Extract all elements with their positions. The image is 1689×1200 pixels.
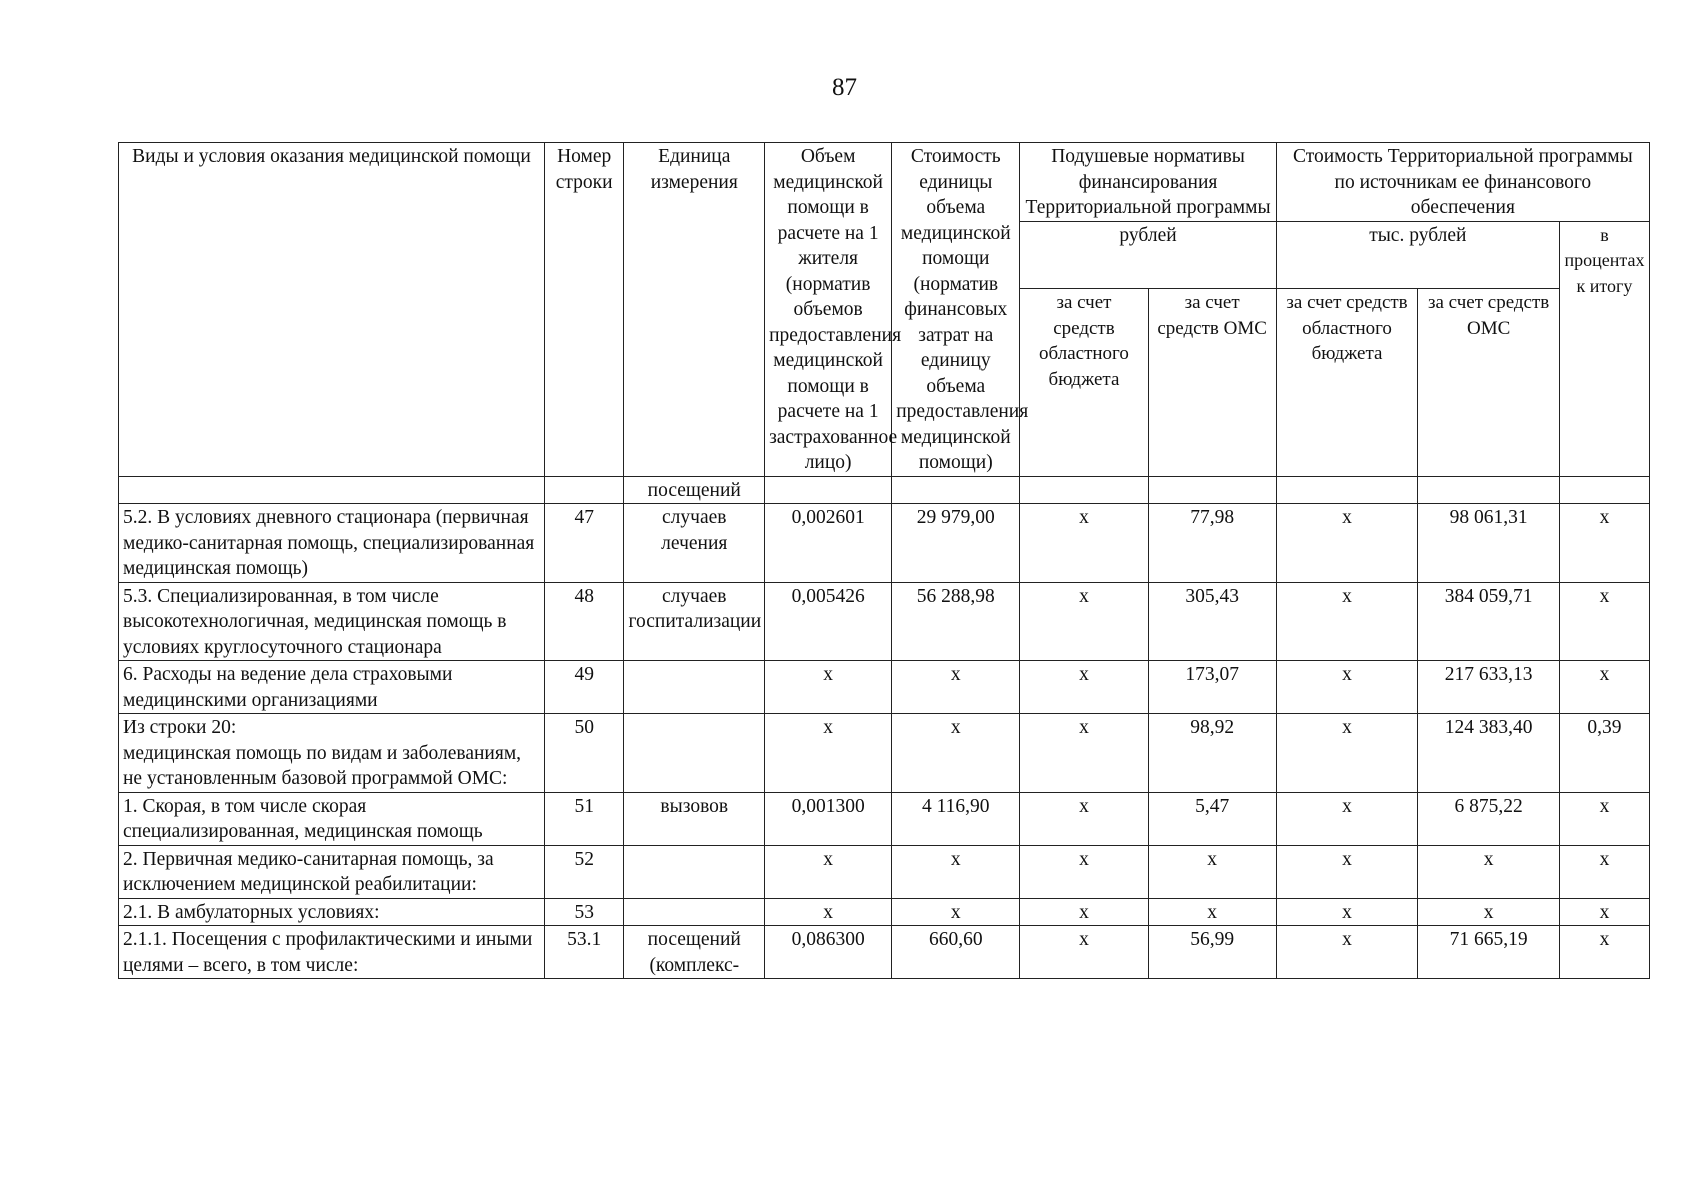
cell-volume: х — [765, 714, 892, 793]
cell-pc-budget: х — [1020, 504, 1148, 583]
cell-cost: 29 979,00 — [892, 504, 1020, 583]
table-row — [119, 661, 1650, 714]
cell-unit — [624, 898, 765, 926]
header-volume: Объем медицинской помощи в расчете на 1 жителя (норматив объемов предоставления медицинской помощи в расчете на 1 застрахованное лицо) — [765, 143, 892, 477]
table-header — [119, 143, 1650, 477]
table-row — [119, 504, 1650, 583]
page-number: 87 — [832, 74, 857, 101]
cell-volume: 0,005426 — [765, 582, 892, 661]
cell-volume: 0,086300 — [765, 926, 892, 979]
table-body — [119, 476, 1650, 979]
cell-row-number: 53.1 — [544, 926, 624, 979]
header-percapita-group: Подушевые нормативы финансирования Территориальной программы — [1020, 143, 1276, 222]
cell-percent: х — [1559, 582, 1649, 661]
cell-name: 1. Скорая, в том числе скорая специализированная, медицинская помощь — [119, 792, 545, 845]
cell-t-budget: х — [1276, 714, 1418, 793]
cell-t-budget: х — [1276, 792, 1418, 845]
cell-pc-oms: 77,98 — [1148, 504, 1276, 583]
cell-pc-oms: х — [1148, 898, 1276, 926]
cell-pc-budget: х — [1020, 845, 1148, 898]
cell-percent: х — [1559, 792, 1649, 845]
cell-pc-oms: 98,92 — [1148, 714, 1276, 793]
cell-percent: х — [1559, 926, 1649, 979]
table-row — [119, 792, 1650, 845]
cell-pc-budget — [1020, 476, 1148, 504]
cell-volume — [765, 476, 892, 504]
financing-table — [118, 142, 1650, 979]
cell-volume: х — [765, 845, 892, 898]
cell-row-number: 52 — [544, 845, 624, 898]
cell-t-oms: 217 633,13 — [1418, 661, 1560, 714]
header-pc-budget: за счет средств областного бюджета — [1020, 289, 1148, 476]
header-t-budget: за счет средств областного бюджета — [1276, 289, 1418, 476]
cell-percent: х — [1559, 504, 1649, 583]
table-row — [119, 926, 1650, 979]
header-row-number: Номер строки — [544, 143, 624, 477]
cell-percent — [1559, 476, 1649, 504]
cell-unit: вызовов — [624, 792, 765, 845]
cell-t-budget: х — [1276, 504, 1418, 583]
cell-row-number: 49 — [544, 661, 624, 714]
cell-row-number: 48 — [544, 582, 624, 661]
cell-percent: х — [1559, 661, 1649, 714]
header-t-oms: за счет средств ОМС — [1418, 289, 1560, 476]
cell-volume: х — [765, 898, 892, 926]
cell-unit — [624, 661, 765, 714]
header-pc-oms: за счет средств ОМС — [1148, 289, 1276, 476]
cell-cost: 4 116,90 — [892, 792, 1020, 845]
cell-name: 5.2. В условиях дневного стационара (первичная медико-санитарная помощь, специализированная медицинская помощь) — [119, 504, 545, 583]
cell-t-budget: х — [1276, 661, 1418, 714]
header-percent-top: в — [1600, 224, 1609, 245]
cell-pc-oms: 305,43 — [1148, 582, 1276, 661]
header-percapita-unit: рублей — [1020, 221, 1276, 289]
header-unit: Единица измерения — [624, 143, 765, 477]
cell-t-oms: х — [1418, 898, 1560, 926]
cell-cost: х — [892, 845, 1020, 898]
cell-t-oms: 6 875,22 — [1418, 792, 1560, 845]
cell-t-oms: 71 665,19 — [1418, 926, 1560, 979]
table-row — [119, 898, 1650, 926]
cell-row-number: 47 — [544, 504, 624, 583]
cell-unit: посещений — [624, 476, 765, 504]
cell-unit: посещений (комплекс- — [624, 926, 765, 979]
cell-t-oms: 384 059,71 — [1418, 582, 1560, 661]
cell-volume: 0,002601 — [765, 504, 892, 583]
header-percent — [1559, 221, 1649, 476]
cell-cost: х — [892, 898, 1020, 926]
cell-pc-oms: х — [1148, 845, 1276, 898]
cell-t-budget: х — [1276, 926, 1418, 979]
cell-cost: 56 288,98 — [892, 582, 1020, 661]
cell-t-oms: х — [1418, 845, 1560, 898]
table-row — [119, 845, 1650, 898]
cell-pc-oms: 5,47 — [1148, 792, 1276, 845]
table-row — [119, 476, 1650, 504]
cell-t-budget: х — [1276, 845, 1418, 898]
cell-volume: х — [765, 661, 892, 714]
cell-unit: случаев госпитализации — [624, 582, 765, 661]
cell-pc-budget: х — [1020, 582, 1148, 661]
header-type: Виды и условия оказания медицинской помощи — [119, 143, 545, 477]
cell-unit: случаев лечения — [624, 504, 765, 583]
cell-row-number: 53 — [544, 898, 624, 926]
cell-percent: 0,39 — [1559, 714, 1649, 793]
cell-pc-budget: х — [1020, 792, 1148, 845]
cell-row-number — [544, 476, 624, 504]
cell-t-budget: х — [1276, 582, 1418, 661]
cell-volume: 0,001300 — [765, 792, 892, 845]
header-total-group: Стоимость Территориальной программы по источникам ее финансового обеспечения — [1276, 143, 1649, 222]
cell-pc-budget: х — [1020, 714, 1148, 793]
cell-name: 2. Первичная медико-санитарная помощь, за исключением медицинской реабилитации: — [119, 845, 545, 898]
cell-pc-budget: х — [1020, 926, 1148, 979]
cell-row-number: 50 — [544, 714, 624, 793]
cell-pc-oms: 56,99 — [1148, 926, 1276, 979]
cell-t-oms: 98 061,31 — [1418, 504, 1560, 583]
cell-percent: х — [1559, 845, 1649, 898]
cell-t-budget — [1276, 476, 1418, 504]
table-row — [119, 582, 1650, 661]
header-cost-unit: Стоимость единицы объема медицинской помощи (норматив финансовых затрат на единицу объема предоставления медицинской помощи) — [892, 143, 1020, 477]
cell-cost: х — [892, 714, 1020, 793]
header-total-unit: тыс. рублей — [1276, 221, 1559, 289]
header-percent-label: процентах к итогу — [1564, 250, 1645, 296]
cell-unit — [624, 714, 765, 793]
cell-name: 6. Расходы на ведение дела страховыми медицинскими организациями — [119, 661, 545, 714]
cell-pc-oms: 173,07 — [1148, 661, 1276, 714]
cell-pc-budget: х — [1020, 898, 1148, 926]
cell-name: 5.3. Специализированная, в том числе высокотехнологичная, медицинская помощь в условиях круглосуточного стационара — [119, 582, 545, 661]
cell-name: 2.1.1. Посещения с профилактическими и иными целями – всего, в том числе: — [119, 926, 545, 979]
cell-pc-oms — [1148, 476, 1276, 504]
cell-cost: х — [892, 661, 1020, 714]
cell-percent: х — [1559, 898, 1649, 926]
cell-row-number: 51 — [544, 792, 624, 845]
cell-t-oms: 124 383,40 — [1418, 714, 1560, 793]
cell-cost: 660,60 — [892, 926, 1020, 979]
cell-name — [119, 476, 545, 504]
cell-name: Из строки 20: медицинская помощь по видам и заболеваниям, не установленным базовой программой ОМС: — [119, 714, 545, 793]
cell-unit — [624, 845, 765, 898]
cell-cost — [892, 476, 1020, 504]
cell-t-oms — [1418, 476, 1560, 504]
cell-t-budget: х — [1276, 898, 1418, 926]
table-row — [119, 714, 1650, 793]
cell-name: 2.1. В амбулаторных условиях: — [119, 898, 545, 926]
cell-pc-budget: х — [1020, 661, 1148, 714]
